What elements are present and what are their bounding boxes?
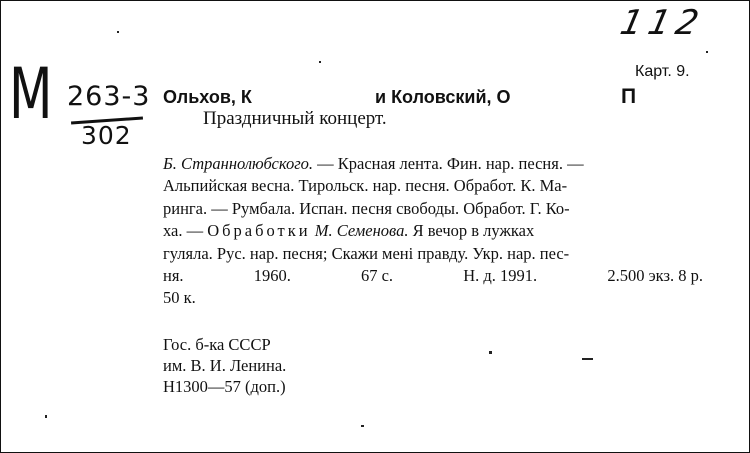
scan-speck bbox=[489, 351, 492, 354]
print-run-price: 2.500 экз. 8 р. bbox=[607, 266, 703, 286]
arrangements-label: Обработки bbox=[207, 221, 311, 241]
page-count: 67 с. bbox=[360, 266, 394, 286]
description-text: — Красная лента. Фин. нар. песня. — bbox=[313, 154, 584, 173]
library-stamp-line-1: Гос. б-ка СССР bbox=[163, 335, 271, 354]
card-title: Праздничный концерт. bbox=[203, 108, 387, 129]
author-2: и Коловский, О bbox=[375, 87, 511, 107]
card-label: Карт. 9. bbox=[635, 63, 690, 80]
description-line-7: 50 к. bbox=[163, 288, 196, 308]
note-letter: П bbox=[621, 85, 637, 108]
description bbox=[163, 153, 709, 310]
scan-speck bbox=[706, 51, 708, 53]
arranger-name: Б. Страннолюбского. bbox=[163, 154, 314, 173]
catalog-number: Н. д. 1991. bbox=[463, 266, 538, 286]
library-stamp bbox=[163, 334, 709, 397]
scan-speck bbox=[45, 415, 47, 418]
publication-year: 1960. bbox=[253, 266, 291, 286]
library-stamp-line-2: им. В. И. Ленина. bbox=[163, 356, 287, 375]
scan-speck bbox=[582, 358, 593, 360]
handwritten-corner-number: 112 bbox=[616, 3, 709, 43]
description-line-2: Альпийская весна. Тирольск. нар. песня. Обработ. К. Ма- bbox=[163, 176, 568, 196]
description-line-4 bbox=[163, 220, 709, 242]
description-line-6 bbox=[163, 265, 703, 287]
description-text: ха. — bbox=[163, 221, 208, 241]
author-1: Ольхов, К bbox=[163, 87, 252, 107]
arranger-name: М. Семенова. bbox=[310, 221, 409, 241]
library-stamp-line-3: Н1300—57 (доп.) bbox=[163, 377, 286, 396]
description-text: Я вечор в лужках bbox=[408, 221, 535, 241]
description-line-1 bbox=[163, 153, 709, 175]
handwritten-shelf-number-top: 263-3 bbox=[67, 81, 151, 112]
scan-speck bbox=[361, 425, 364, 427]
description-text: ня. bbox=[163, 266, 184, 286]
handwritten-shelf-number-bottom: 302 bbox=[81, 121, 132, 150]
scan-speck bbox=[319, 61, 321, 63]
scan-speck bbox=[117, 31, 119, 33]
handwritten-shelf-letter: М bbox=[9, 53, 53, 135]
description-line-3: ринга. — Румбала. Испан. песня свободы. Обработ. Г. Ко- bbox=[163, 198, 570, 218]
description-line-5: гуляла. Рус. нар. песня; Скажи менi правду. Укр. нар. пес- bbox=[163, 243, 570, 263]
